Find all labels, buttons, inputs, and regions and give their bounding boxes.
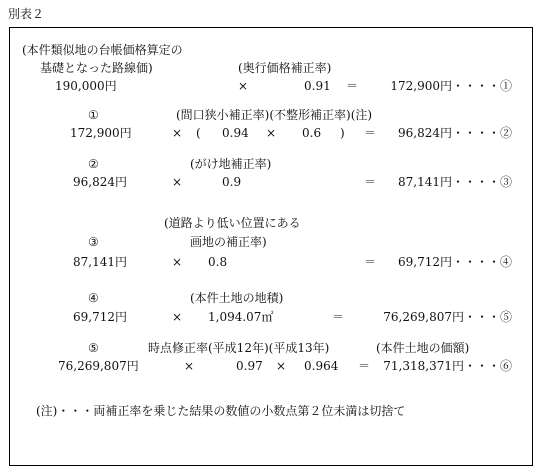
base-label-line1: (本件類似地の台帳価格算定の xyxy=(22,43,183,57)
low-lot-factor-value: 0.8 xyxy=(208,255,228,269)
result-4: 69,712円・・・・④ xyxy=(398,255,512,269)
multiply-sign: × xyxy=(172,175,183,189)
base-value: 172,900円 xyxy=(70,126,132,140)
result-6: 71,318,371円・・・⑥ xyxy=(383,359,512,373)
cliff-factor-value: 0.9 xyxy=(222,175,242,189)
base-label-line2: 基礎となった路線価) xyxy=(40,61,153,75)
paren-open: ( xyxy=(196,126,201,140)
result-1: 172,900円・・・・① xyxy=(390,79,512,93)
base-value: 96,824円 xyxy=(73,175,127,189)
footnote: (注)・・・両補正率を乗じた結果の数値の小数点第２位未満は切捨て xyxy=(36,404,406,418)
land-area-label: (本件土地の地積) xyxy=(190,291,284,305)
time-factor-2001: 0.964 xyxy=(304,359,339,373)
ref-4: ④ xyxy=(88,291,99,305)
depth-factor-label: (奥行価格補正率) xyxy=(238,61,332,75)
multiply-sign: × xyxy=(184,359,195,373)
time-adjust-factor-label: 時点修正率(平成12年)(平成13年) xyxy=(148,341,330,355)
equals-sign: ＝ xyxy=(364,126,377,140)
result-3: 87,141円・・・・③ xyxy=(398,175,512,189)
equals-sign: ＝ xyxy=(346,79,359,93)
multiply-sign: × xyxy=(276,359,287,373)
equals-sign: ＝ xyxy=(364,175,377,189)
frontage-irregular-factor-label: (間口狭小補正率)(不整形補正率)(注) xyxy=(176,108,373,122)
ref-2: ② xyxy=(88,157,99,171)
land-value-label: (本件土地の価額) xyxy=(376,341,470,355)
land-area-value: 1,094.07㎡ xyxy=(208,310,274,324)
multiply-sign: × xyxy=(172,310,183,324)
base-value: 190,000円 xyxy=(55,79,117,93)
multiply-sign: × xyxy=(238,79,249,93)
result-5: 76,269,807円・・・⑤ xyxy=(383,310,512,324)
base-value: 69,712円 xyxy=(73,310,127,324)
ref-1: ① xyxy=(88,108,99,122)
low-lot-factor-label-line2: 画地の補正率) xyxy=(190,235,267,249)
ref-5: ⑤ xyxy=(88,341,99,355)
cliff-factor-label: (がけ地補正率) xyxy=(190,157,272,171)
equals-sign: ＝ xyxy=(364,255,377,269)
ref-3: ③ xyxy=(88,235,99,249)
base-value: 76,269,807円 xyxy=(58,359,139,373)
time-factor-2000: 0.97 xyxy=(236,359,263,373)
base-value: 87,141円 xyxy=(73,255,127,269)
table-caption: 別表２ xyxy=(8,7,45,21)
multiply-sign: × xyxy=(172,255,183,269)
depth-factor-value: 0.91 xyxy=(304,79,331,93)
equals-sign: ＝ xyxy=(332,310,345,324)
paren-close: ) xyxy=(340,126,345,140)
low-lot-factor-label-line1: (道路より低い位置にある xyxy=(164,216,301,230)
multiply-sign: × xyxy=(266,126,277,140)
multiply-sign: × xyxy=(172,126,183,140)
equals-sign: ＝ xyxy=(358,359,371,373)
result-2: 96,824円・・・・② xyxy=(398,126,512,140)
irregular-factor-value: 0.6 xyxy=(302,126,322,140)
frontage-factor-value: 0.94 xyxy=(222,126,249,140)
